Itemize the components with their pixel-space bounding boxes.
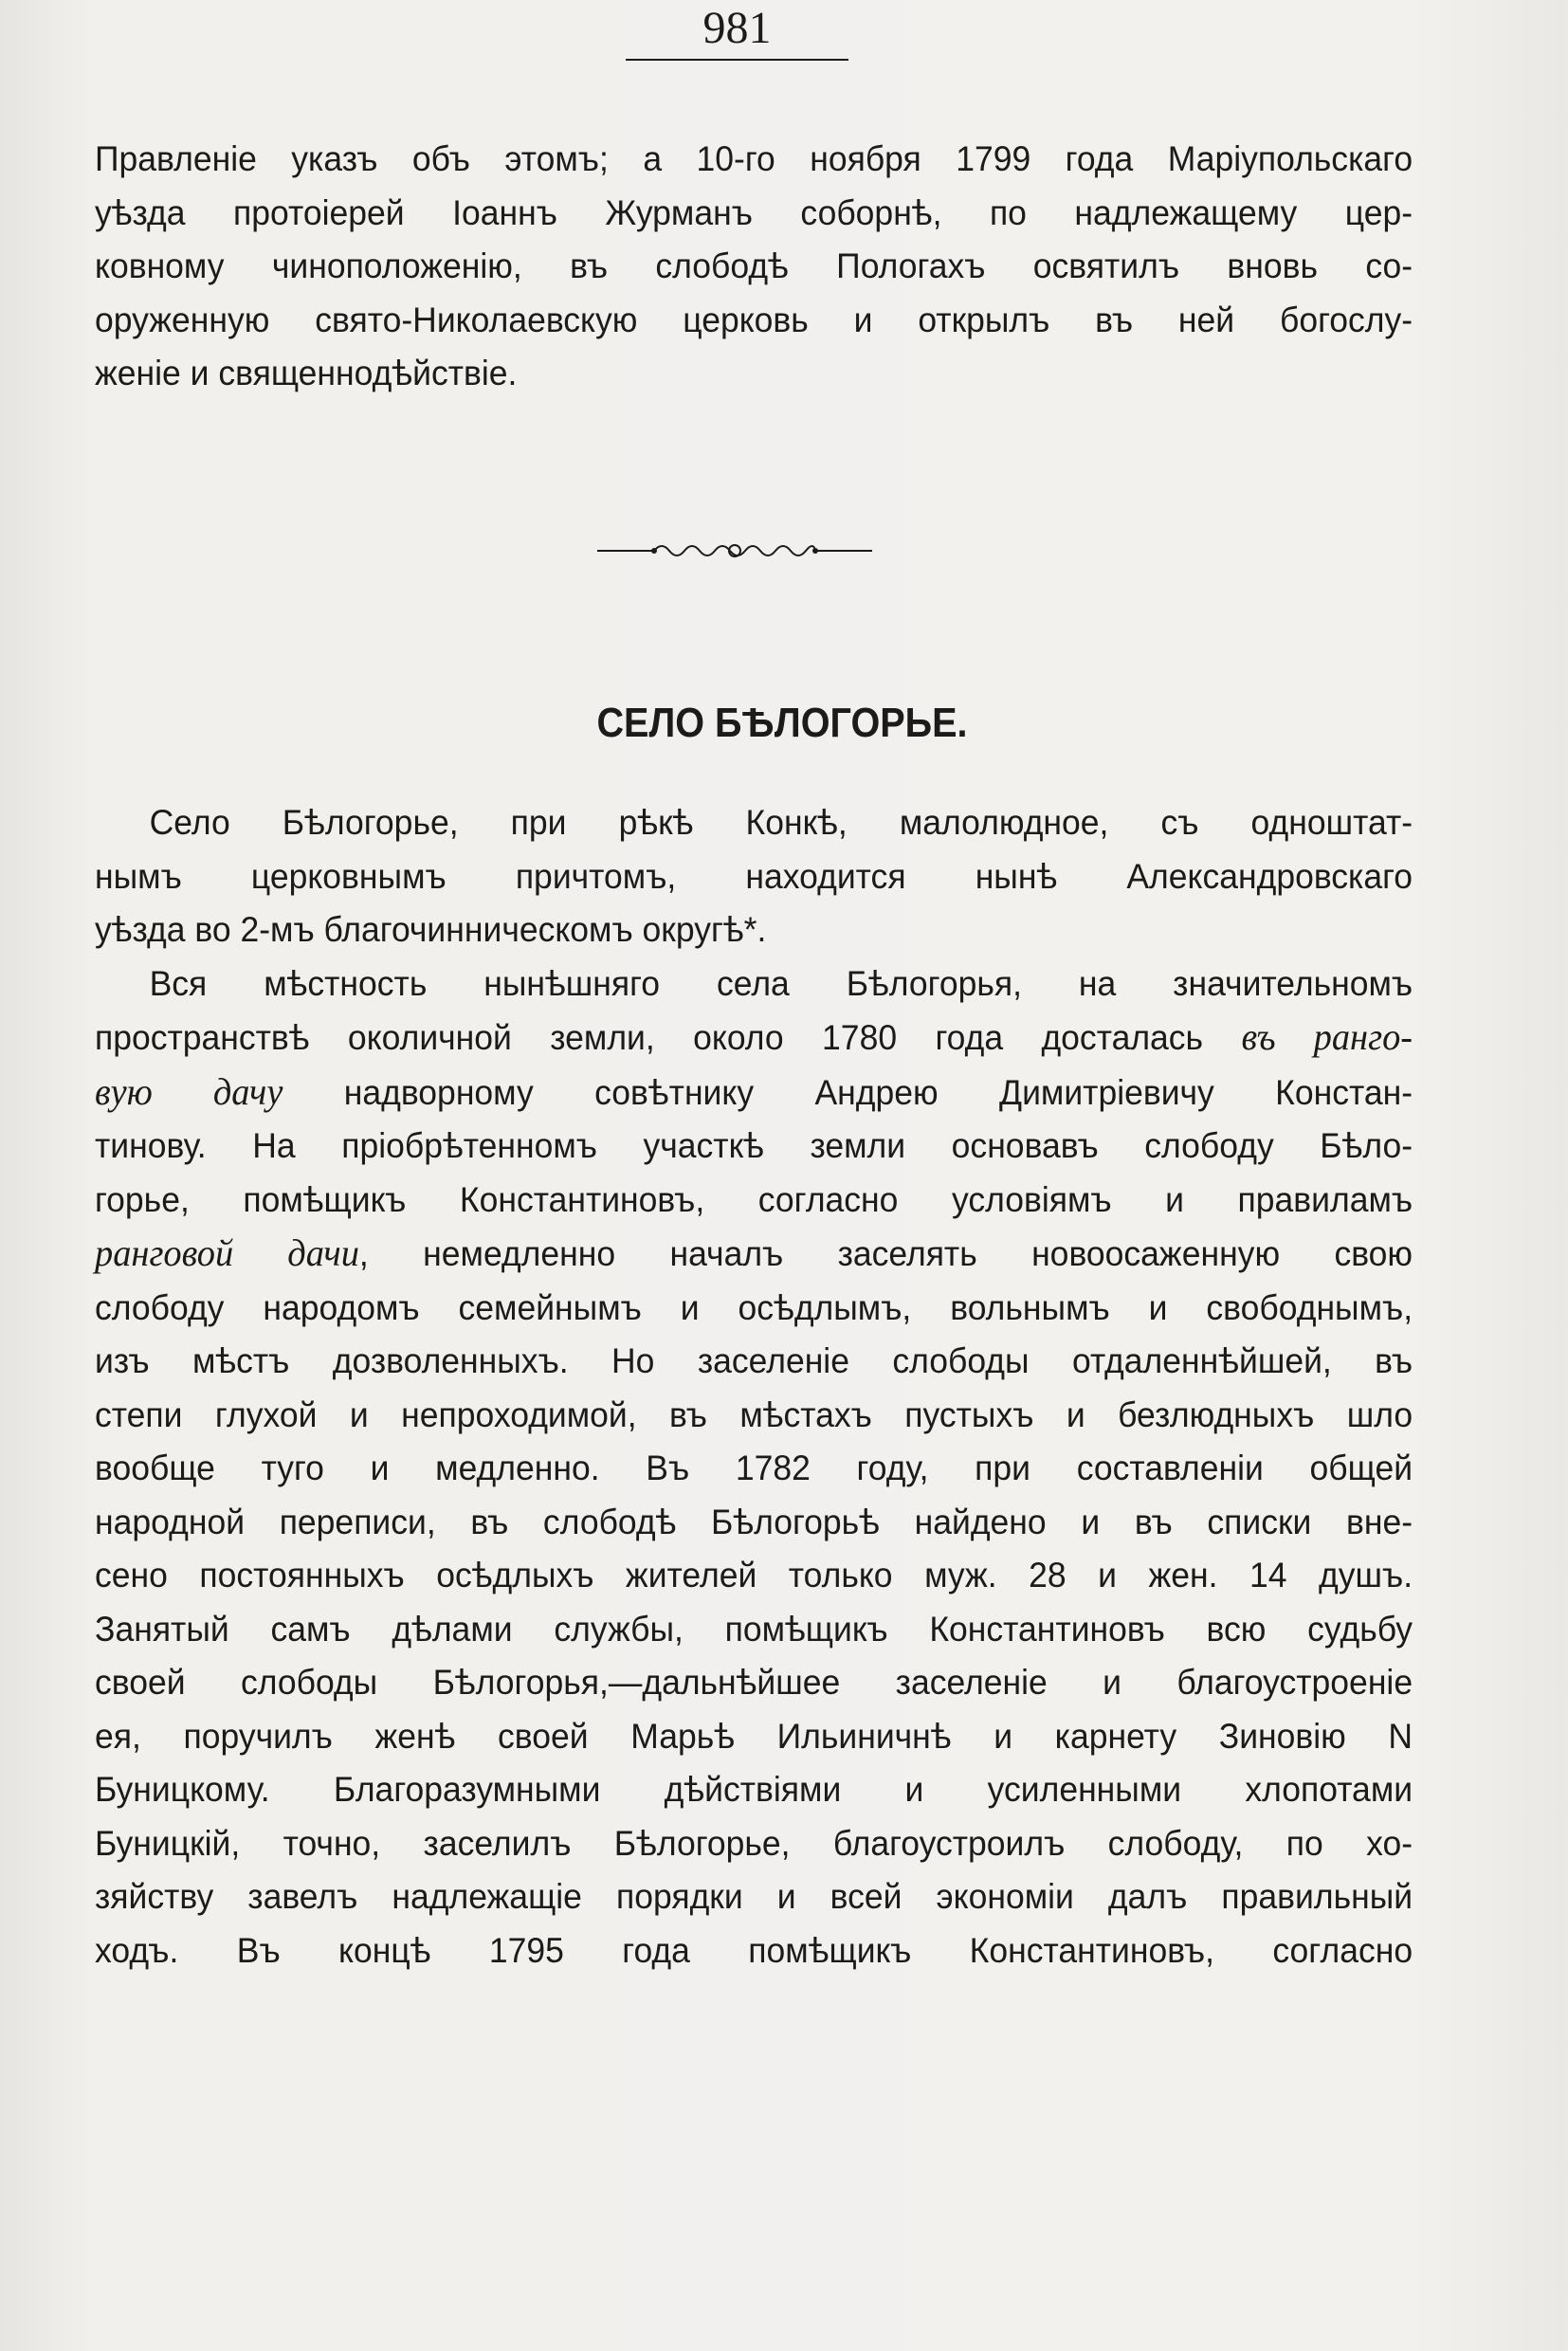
text-line: зяйству завелъ надлежащіе порядки и всей экономіи далъ правильный [95,1877,1413,1916]
text-line: Правленіе указъ объ этомъ; а 10-го ноября 1799 года Маріупольскаго [95,139,1413,178]
text-line: вообще туго и медленно. Въ 1782 году, при составленіи общей [95,1449,1413,1487]
text-line: Село Бѣлогорье, при рѣкѣ Конкѣ, малолюдное, съ одноштат- [149,803,1413,842]
text-line: уѣзда протоіерей Іоаннъ Журманъ соборнѣ, по надлежащему цер- [95,192,1413,232]
italic-term: ранговой дачи [95,1231,359,1274]
italic-term: въ ранго- [1241,1015,1413,1058]
text-line: сено постоянныхъ осѣдлыхъ жителей только муж. 28 и жен. 14 душъ. [95,1556,1413,1595]
text-line: степи глухой и непроходимой, въ мѣстахъ пустыхъ и безлюдныхъ шло [95,1394,1413,1434]
section-ornament-icon [597,537,872,565]
text-line: женіе и священнодѣйствіе. [95,354,518,392]
text-line: оруженную свято-Николаевскую церковь и открылъ въ ней богослу- [95,300,1413,339]
text-line: Буницкому. Благоразумными дѣйствіями и усиленными хлопотами [95,1770,1413,1809]
page-number: 981 [702,3,772,53]
page-number-rule [626,59,848,61]
text-line: Вся мѣстность нынѣшняго села Бѣлогорья, на значительномъ [149,963,1413,1003]
italic-term: вую дачу [95,1069,283,1113]
text-line [95,1066,1413,1121]
text-line: своей слободы Бѣлогорья,—дальнѣйшее заселеніе и благоустроеніе [95,1663,1413,1702]
text-line [95,1227,1413,1282]
text-line: горье, помѣщикъ Константиновъ, согласно условіямъ и правиламъ [95,1179,1413,1219]
text-run: пространствѣ околичной земли, около 1780 года досталась [95,1018,1242,1057]
text-line: ковному чиноположенію, въ слободѣ Пологахъ освятилъ вновь со- [95,246,1413,285]
text-line: уѣзда во 2-мъ благочинническомъ округѣ*. [95,910,767,949]
text-line: изъ мѣстъ дозволенныхъ. Но заселеніе слободы отдаленнѣйшей, въ [95,1341,1413,1380]
text-line [95,1011,1413,1066]
section-title: СЕЛО БѢЛОГОРЬЕ. [596,700,968,746]
text-line: ходъ. Въ концѣ 1795 года помѣщикъ Константиновъ, согласно [95,1930,1413,1970]
text-line: народной переписи, въ слободѣ Бѣлогорьѣ найдено и въ списки вне- [95,1502,1413,1541]
text-run: надворному совѣтнику Андрею Димитріевичу Констан- [283,1072,1413,1112]
text-line: нымъ церковнымъ причтомъ, находится нынѣ Александровскаго [95,856,1413,896]
top-paragraph [95,133,1413,401]
text-line: тинову. На пріобрѣтенномъ участкѣ земли основавъ слободу Бѣло- [95,1126,1413,1165]
text-run: , немедленно началъ заселять новоосаженную свою [358,1234,1413,1273]
text-line: Занятый самъ дѣлами службы, помѣщикъ Константиновъ всю судьбу [95,1609,1413,1649]
main-text [95,796,1413,1977]
text-line: ея, поручилъ женѣ своей Марьѣ Ильиничнѣ и карнету Зиновію N [95,1716,1413,1756]
text-line: Буницкій, точно, заселилъ Бѣлогорье, благоустроилъ слободу, по хо- [95,1823,1413,1863]
text-line: слободу народомъ семейнымъ и осѣдлымъ, вольнымъ и свободнымъ, [95,1287,1413,1327]
